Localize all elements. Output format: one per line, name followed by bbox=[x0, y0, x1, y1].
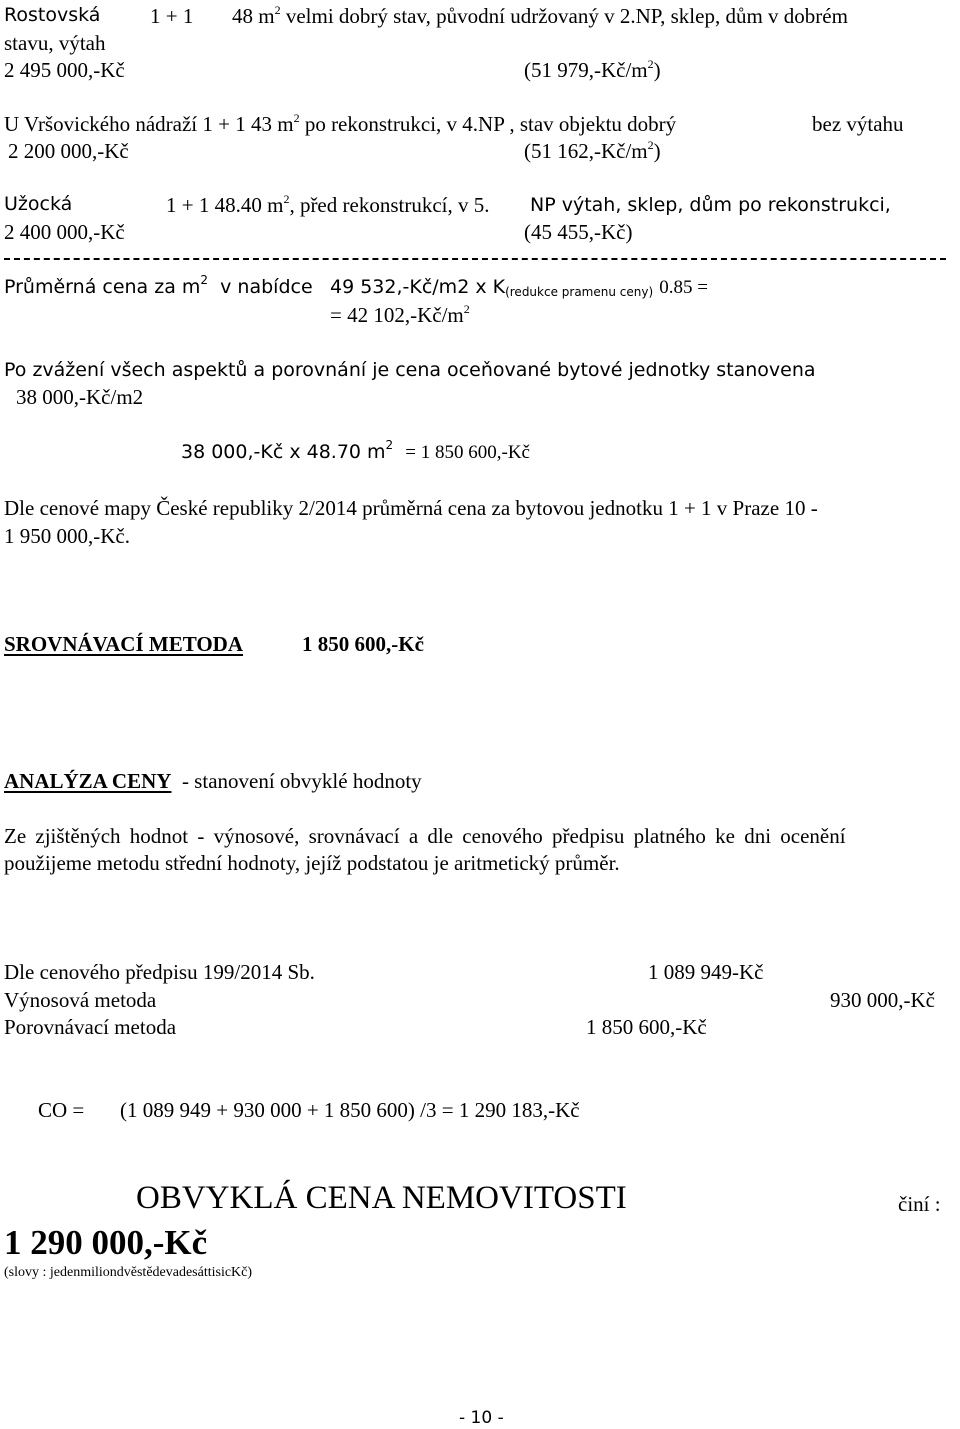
listing-3-street: Užocká bbox=[4, 193, 73, 215]
listing-2-elevator: bez výtahu bbox=[812, 112, 904, 136]
assessment-calc: 38 000,-Kč x 48.70 $m^2 = 1$ 850 600,-Kč bbox=[181, 438, 530, 463]
page-number: - 10 - bbox=[459, 1408, 504, 1428]
result-title: OBVYKLÁ CENA NEMOVITOSTI bbox=[136, 1180, 627, 1216]
price-map-value: 1 950 000,-Kč. bbox=[4, 524, 130, 548]
listing-2-line: U Vršovického nádraží 1 + 1 43 $m^2$ po rekonstrukci, v 4.NP , stav objektu dobrý bbox=[4, 111, 677, 136]
listing-1-rooms: 1 + 1 bbox=[150, 4, 194, 28]
listing-1-street: Rostovská bbox=[4, 4, 101, 26]
listing-3-line: 1 + 1 48.40 $m^2$, před rekonstrukcí, v 5. bbox=[166, 192, 490, 217]
average-label: Průměrná cena za $m^2$ v nabídce bbox=[4, 273, 313, 298]
average-result: = 42 $102,-Kč/m^2$ bbox=[330, 302, 470, 327]
analysis-heading: ANALÝZA CENY bbox=[4, 769, 172, 793]
analysis-paragraph-cont: použijeme metodu střední hodnoty, jejíž podstatou je aritmetický průměr. bbox=[4, 851, 620, 875]
result-amount: 1 290 000,-Kč bbox=[4, 1223, 208, 1262]
assessment-text: Po zvážení všech aspektů a porovnání je cena oceňované bytové jednotky stanovena bbox=[4, 359, 816, 381]
listing-1-price-per-m2: (51 $979,-Kč/m^2$) bbox=[524, 57, 661, 82]
assessment-rate: 38 000,-Kč/m2 bbox=[16, 385, 144, 409]
method-label-income: Výnosová metoda bbox=[4, 988, 157, 1012]
listing-1-desc-cont: stavu, výtah bbox=[4, 31, 106, 55]
listing-1-price: 2 495 000,-Kč bbox=[4, 58, 125, 82]
method-value-regulation: 1 089 949-Kč bbox=[648, 960, 764, 984]
result-in-words: (slovy : jedenmiliondvěstědevadesáttisicKč) bbox=[4, 1265, 253, 1280]
price-map-text: Dle cenové mapy České republiky 2/2014 průměrná cena za bytovou jednotku 1 + 1 v Praze 10 - bbox=[4, 496, 818, 520]
analysis-heading-line bbox=[4, 771, 422, 792]
listing-3-price: 2 400 000,-Kč bbox=[4, 220, 125, 244]
comparison-value: 1 850 600,-Kč bbox=[302, 632, 424, 656]
listing-2-price: 2 200 000,-Kč bbox=[8, 139, 129, 163]
method-label-regulation: Dle cenového předpisu 199/2014 Sb. bbox=[4, 960, 315, 984]
listing-1-desc: velmi dobrý stav, původní udržovaný v 2.NP, sklep, dům v dobrém bbox=[285, 4, 848, 28]
listing-3-line-cont: NP výtah, sklep, dům po rekonstrukci, bbox=[530, 194, 891, 216]
formula-co: CO = bbox=[38, 1098, 85, 1122]
comparison-heading: SROVNÁVACÍ METODA bbox=[4, 632, 244, 656]
analysis-subtitle: - stanovení obvyklé hodnoty bbox=[181, 769, 422, 793]
dashed-separator bbox=[4, 258, 946, 260]
formula-expression: (1 089 949 + 930 000 + 1 850 600) /3 = 1 290 183,-Kč bbox=[120, 1098, 580, 1122]
method-value-income: 930 000,-Kč bbox=[830, 988, 935, 1012]
average-calc: 49 532,-Kč/m2 x $K_{(redukce pramenu ceny)}$ 0.85 = bbox=[330, 276, 708, 299]
result-amounts-to: činí : bbox=[898, 1192, 941, 1216]
method-value-comparison: 1 850 600,-Kč bbox=[586, 1015, 707, 1039]
listing-3-price-per-m2: (45 455,-Kč) bbox=[524, 220, 633, 244]
method-label-comparison: Porovnávací metoda bbox=[4, 1015, 177, 1039]
listing-2-price-per-m2: (51 $162,-Kč/m^2$) bbox=[524, 138, 661, 163]
listing-1-area: 48 $m^2$ velmi dobrý stav, původní udržovaný v 2.NP, sklep, dům v dobrém bbox=[232, 3, 848, 28]
analysis-paragraph: Ze zjištěných hodnot - výnosové, srovnávací a dle cenového předpisu platného ke dni ocenění bbox=[4, 824, 846, 848]
